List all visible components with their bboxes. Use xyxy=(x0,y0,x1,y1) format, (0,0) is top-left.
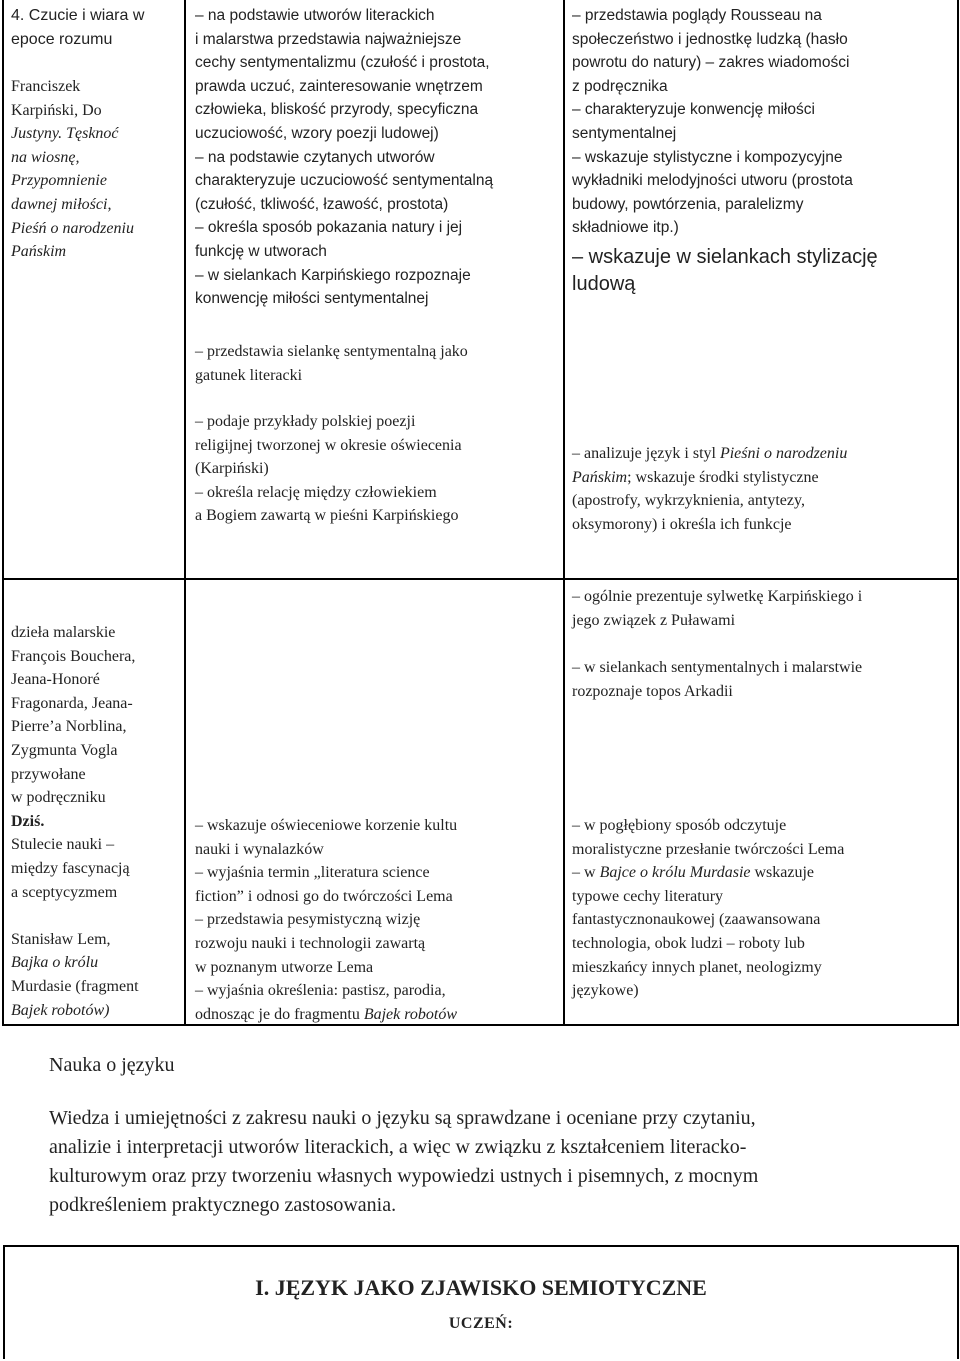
topic-dzis: Dziś. xyxy=(11,812,45,830)
topic-line: na wiosnę, xyxy=(11,148,80,166)
requirement-line: rozwoju nauki i technologii zawartą xyxy=(195,934,426,952)
topic-line: Bajka o królu xyxy=(11,954,99,972)
topic-line: Stanisław Lem, xyxy=(11,930,111,948)
topic-line: Franciszek xyxy=(11,78,81,95)
topic-line: Stulecie nauki – xyxy=(11,836,115,854)
box-subtitle: UCZEŃ: xyxy=(448,1315,514,1332)
requirement-line: i malarstwa przedstawia najważniejsze xyxy=(195,30,462,48)
table-border-right xyxy=(957,0,959,1026)
requirement-line: – analizuje język i styl Pieśni o narodzeniu xyxy=(572,445,848,462)
row2-topic-cell xyxy=(11,621,181,1022)
row1-basic-group-1 xyxy=(195,4,560,311)
requirement-line: moralistyczne przesłanie twórczości Lema xyxy=(572,840,845,858)
requirement-line: uczuciowość, wzory poezji ludowej) xyxy=(195,124,439,142)
requirement-line: gatunek literacki xyxy=(195,366,303,384)
topic-line: Murdasie (fragment xyxy=(11,977,139,995)
topic-line: Fragonarda, Jeana- xyxy=(11,694,133,712)
requirement-line: człowieka, bliskość przyrody, specyficzna xyxy=(195,101,479,119)
requirement-line: jego związek z Puławami xyxy=(572,611,736,629)
row1-topic-works xyxy=(11,75,181,264)
topic-line: Bajek robotów) xyxy=(11,1001,110,1019)
requirement-line: charakteryzuje uczuciowość sentymentalną xyxy=(195,172,494,190)
requirement-line: – przedstawia poglądy Rousseau na xyxy=(572,7,822,24)
section-heading: Nauka o języku xyxy=(49,1054,175,1076)
topic-line: dzieła malarskie xyxy=(11,624,116,641)
requirement-line: – na podstawie utworów literackich xyxy=(195,7,435,24)
topic-line: François Bouchera, xyxy=(11,647,136,665)
requirement-line: wykładniki melodyjności utworu (prostota xyxy=(572,172,853,190)
requirement-line: nauki i wynalazków xyxy=(195,840,324,858)
requirement-line: rozpoznaje topos Arkadii xyxy=(572,682,733,700)
topic-line: dawnej miłości, xyxy=(11,195,112,213)
topic-line: Przypomnienie xyxy=(11,172,107,190)
requirement-line: – ogólnie prezentuje sylwetkę Karpińskiego i xyxy=(572,588,863,605)
requirement-line: – wyjaśnia termin „literatura science xyxy=(195,864,430,882)
requirement-line: – w sielankach Karpińskiego rozpoznaje xyxy=(195,266,471,284)
requirement-line: – wskazuje oświeceniowe korzenie kultu xyxy=(195,817,458,834)
topic-spacer xyxy=(11,51,181,75)
topic-line: a sceptycyzmem xyxy=(11,883,118,901)
topic-line: Justyny. Tęsknoć xyxy=(11,125,119,143)
requirement-line: – w pogłębiony sposób odczytuje xyxy=(572,817,787,834)
requirement-line: technologia, obok ludzi – roboty lub xyxy=(572,934,805,952)
row2-extended-group-1 xyxy=(572,585,955,632)
row1-extended-group-2 xyxy=(572,442,955,536)
row1-basic-group-3 xyxy=(195,410,560,528)
paragraph-line: Wiedza i umiejętności z zakresu nauki o języku są sprawdzane i oceniane przy czytaniu, xyxy=(49,1107,756,1129)
requirement-line: – przedstawia sielankę sentymentalną jako xyxy=(195,343,468,360)
topic-line: Pańskim xyxy=(11,243,67,261)
requirement-line: w poznanym utworze Lema xyxy=(195,958,374,976)
requirement-line: odnosząc je do fragmentu Bajek robotów xyxy=(195,1005,457,1023)
topic-line: epoce rozumu xyxy=(11,30,113,48)
box-title: I. JĘZYK JAKO ZJAWISKO SEMIOTYCZNE xyxy=(255,1275,707,1300)
requirement-line: funkcję w utworach xyxy=(195,242,327,260)
requirement-line: – charakteryzuje konwencję miłości xyxy=(572,101,815,119)
requirement-line: fiction” i odnosi go do twórczości Lema xyxy=(195,887,453,905)
requirement-line: Pańskim; wskazuje środki stylistyczne xyxy=(572,468,819,486)
topic-line: między fascynacją xyxy=(11,859,130,877)
topic-line: przywołane xyxy=(11,765,86,783)
row1-topic-cell xyxy=(11,4,181,75)
requirement-line: – w Bajce o królu Murdasie wskazuje xyxy=(572,864,815,882)
table-row-separator xyxy=(2,578,959,580)
table-border-left xyxy=(2,0,4,1026)
requirement-line: – określa sposób pokazania natury i jej xyxy=(195,219,463,237)
requirement-line: – przedstawia pesymistyczną wizję xyxy=(195,911,421,929)
section-paragraph xyxy=(49,1104,954,1220)
requirement-line: mieszkańcy innych planet, neologizmy xyxy=(572,958,822,976)
topic-line: Zygmunta Vogla xyxy=(11,741,118,759)
requirement-line: (czułość, tkliwość, łzawość, prostota) xyxy=(195,195,449,213)
topic-line: Karpiński, Do xyxy=(11,101,102,119)
requirement-line: sentymentalnej xyxy=(572,124,677,142)
paragraph-line: podkreśleniem praktycznego zastosowania. xyxy=(49,1194,397,1216)
topic-line: Jeana-Honoré xyxy=(11,671,100,689)
requirement-line: (apostrofy, wykrzyknienia, antytezy, xyxy=(572,492,805,510)
requirement-line: cechy sentymentalizmu (czułość i prostota, xyxy=(195,54,490,72)
requirement-line: – określa relację między człowiekiem xyxy=(195,483,437,501)
row2-basic-group xyxy=(195,814,560,1026)
requirement-line: – wskazuje w sielankach stylizację xyxy=(572,246,878,268)
requirement-line: oksymorony) i określa ich funkcje xyxy=(572,515,792,533)
requirement-line: fantastycznonaukowej (zaawansowana xyxy=(572,911,821,929)
requirement-line: językowe) xyxy=(572,982,639,1000)
topic-line: Pierre’a Norblina, xyxy=(11,718,127,736)
requirement-line: religijnej tworzonej w okresie oświecenia xyxy=(195,436,462,454)
topic-line: 4. Czucie i wiara w xyxy=(11,7,145,24)
topic-spacer xyxy=(11,904,181,928)
row1-basic-group-2 xyxy=(195,340,560,387)
requirement-line: typowe cechy literatury xyxy=(572,887,724,905)
requirement-line: z podręcznika xyxy=(572,77,668,95)
requirement-line: – podaje przykłady polskiej poezji xyxy=(195,413,416,430)
table-divider-2 xyxy=(563,0,565,1026)
requirement-line: – wyjaśnia określenia: pastisz, parodia, xyxy=(195,982,446,1000)
requirement-line: ludową xyxy=(572,273,636,295)
requirement-line: budowy, powtórzenia, paralelizmy xyxy=(572,195,804,213)
table-divider-1 xyxy=(184,0,186,1026)
paragraph-line: kulturowym oraz przy tworzeniu własnych wypowiedzi ustnych i pisemnych, z mocnym xyxy=(49,1165,759,1187)
topic-line: w podręczniku xyxy=(11,789,106,807)
requirement-line: – w sielankach sentymentalnych i malarstwie xyxy=(572,659,863,676)
topic-line: Pieśń o narodzeniu xyxy=(11,219,134,237)
requirement-line: – wskazuje stylistyczne i kompozycyjne xyxy=(572,148,843,166)
row2-extended-group-2 xyxy=(572,656,955,703)
section-box xyxy=(3,1245,959,1359)
row1-extended-big xyxy=(572,244,955,298)
row2-extended-group-3 xyxy=(572,814,955,1003)
requirement-line: konwencję miłości sentymentalnej xyxy=(195,290,429,308)
requirement-line: powrotu do natury) – zakres wiadomości xyxy=(572,54,850,72)
row1-extended-group-1 xyxy=(572,4,955,240)
requirement-line: składniowe itp.) xyxy=(572,219,679,237)
requirement-line: społeczeństwo i jednostkę ludzką (hasło xyxy=(572,30,848,48)
requirement-line: – na podstawie czytanych utworów xyxy=(195,148,435,166)
requirement-line: (Karpiński) xyxy=(195,460,269,478)
requirement-line: a Bogiem zawartą w pieśni Karpińskiego xyxy=(195,507,459,525)
requirement-line: prawda uczuć, zainteresowanie wnętrzem xyxy=(195,77,483,95)
paragraph-line: analizie i interpretacji utworów literackich, a więc w związku z kształceniem literacko- xyxy=(49,1136,747,1158)
